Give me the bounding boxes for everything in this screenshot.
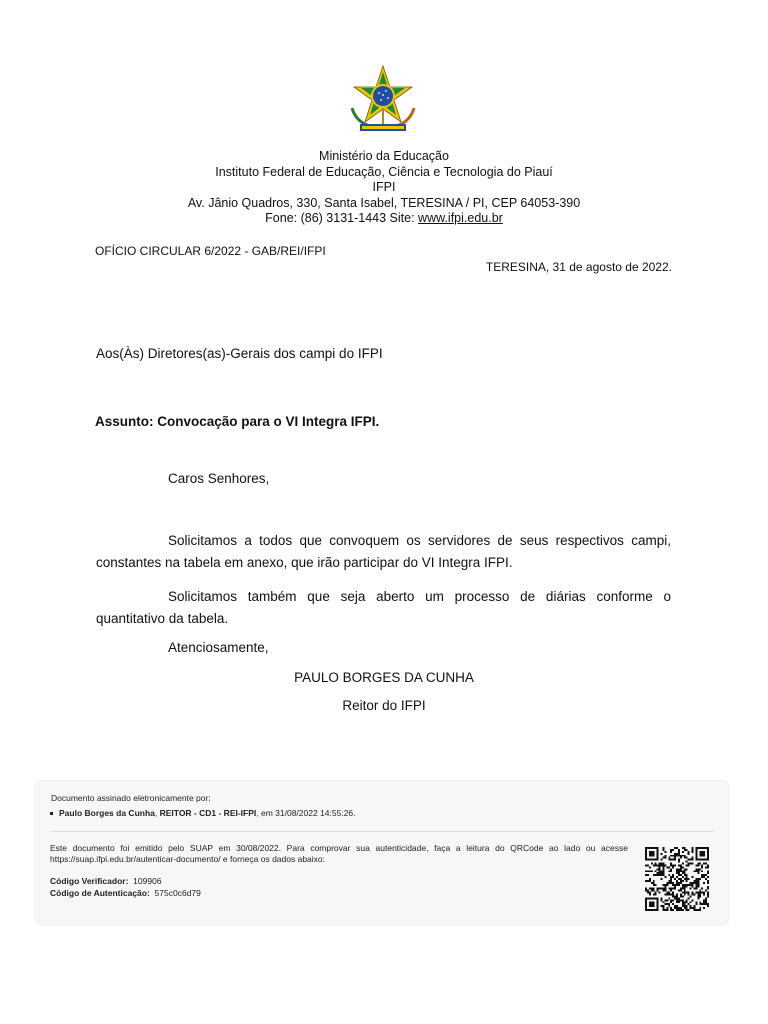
ministry-name: Ministério da Educação — [319, 149, 449, 163]
signed-at: , em 31/08/2022 14:55:26. — [256, 808, 356, 818]
verifier-label: Código Verificador: — [50, 876, 129, 886]
signer-bold-role: REITOR - CD1 - REI-IFPI — [159, 808, 257, 818]
electronic-signature-box — [36, 781, 728, 924]
addressee: Aos(Às) Diretores(as)-Gerais dos campi do IFPI — [96, 346, 383, 361]
signer-bold-name: Paulo Borges da Cunha — [59, 808, 155, 818]
auth-value: 575c0c6d79 — [154, 887, 201, 898]
signer-name: PAULO BORGES DA CUNHA — [294, 670, 474, 685]
greeting: Caros Senhores, — [168, 471, 270, 486]
verification-codes — [50, 876, 201, 899]
verification-text: Este documento foi emitido pelo SUAP em 30/08/2022. Para comprovar sua autenticidade, faça a leitura do QRCode ao lado ou acesse https://suap.ifpi.edu.br/autenticar-documento/ e forneça os dados abaixo: — [50, 843, 628, 864]
body-paragraph-1: Solicitamos a todos que convoquem os servidores de seus respectivos campi, constantes na tabela em anexo, que irão participar do VI Integra IFPI. — [96, 533, 671, 570]
letterhead — [0, 149, 768, 227]
document-date: TERESINA, 31 de agosto de 2022. — [485, 260, 672, 274]
document-reference: OFÍCIO CIRCULAR 6/2022 - GAB/REI/IFPI — [95, 244, 326, 258]
institute-acronym: IFPI — [372, 180, 396, 195]
institute-name: Instituto Federal de Educação, Ciência e Tecnologia do Piauí — [215, 164, 553, 179]
auth-label: Código de Autenticação: — [50, 887, 150, 898]
closing: Atenciosamente, — [168, 640, 269, 655]
body-paragraph-2: Solicitamos também que seja aberto um processo de diárias conforme o quantitativo da tabela. — [96, 589, 671, 626]
brazil-coat-of-arms-icon — [346, 62, 420, 136]
qr-code-icon[interactable] — [644, 847, 710, 911]
signer-role: Reitor do IFPI — [342, 698, 426, 713]
site-link[interactable]: www.ifpi.edu.br — [418, 211, 503, 226]
signature-box-title: Documento assinado eletronicamente por: — [51, 793, 211, 803]
subject: Assunto: Convocação para o VI Integra IFPI. — [95, 414, 380, 429]
signature-entry — [50, 808, 356, 818]
divider — [50, 831, 714, 832]
institute-address: Av. Jânio Quadros, 330, Santa Isabel, TERESINA / PI, CEP 64053-390 — [187, 195, 581, 210]
verifier-value: 109906 — [133, 876, 162, 886]
phone-text: Fone: (86) 3131-1443 Site: — [265, 211, 419, 226]
signature-separator: , — [154, 808, 160, 818]
contact-line — [0, 211, 768, 227]
bullet-icon — [50, 812, 53, 815]
